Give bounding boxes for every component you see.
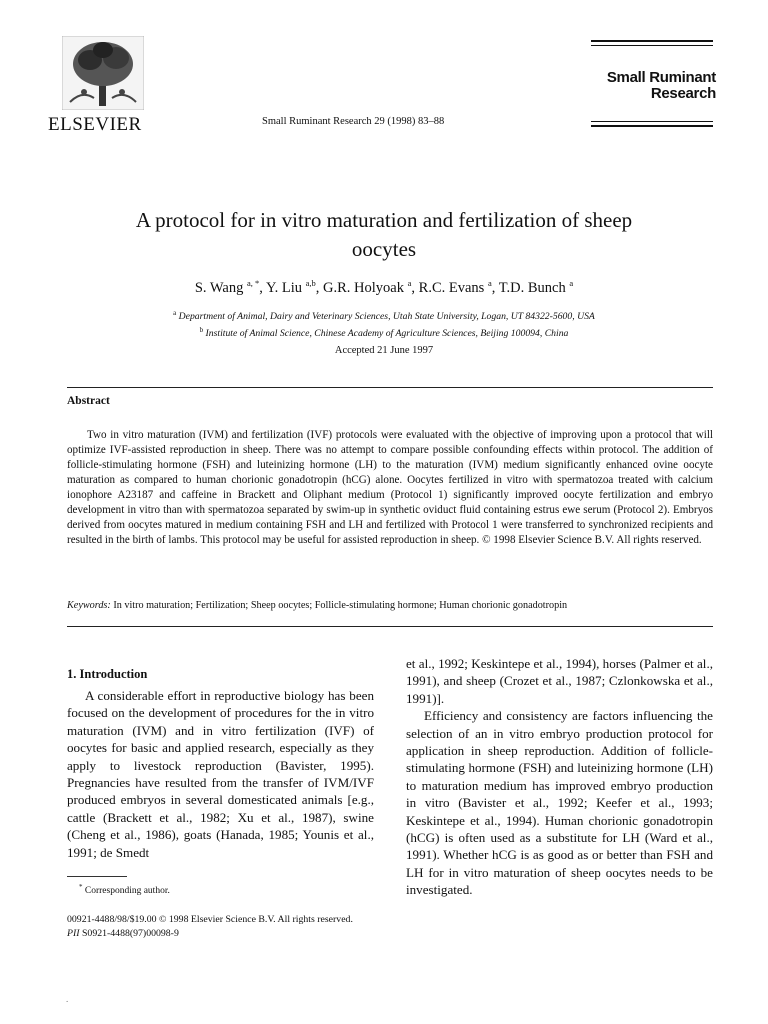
body-right-column bbox=[406, 655, 713, 899]
author-affil-mark: a bbox=[569, 278, 574, 288]
affiliation-mark: b bbox=[199, 325, 204, 334]
article-title bbox=[60, 206, 708, 264]
journal-citation: Small Ruminant Research 29 (1998) 83–88 bbox=[262, 116, 445, 127]
accepted-date: Accepted 21 June 1997 bbox=[334, 345, 434, 356]
author-name: S. Wang bbox=[194, 279, 244, 296]
journal-rule-bottom-thin bbox=[591, 121, 713, 122]
pii-line bbox=[67, 927, 353, 941]
title-line-2: oocytes bbox=[351, 237, 417, 261]
author-name: Y. Liu bbox=[266, 279, 302, 296]
affiliation-text: Department of Animal, Dairy and Veterinary Sciences, Utah State University, Logan, UT 84322-5600, USA bbox=[178, 311, 595, 323]
affiliation-mark: a bbox=[173, 309, 177, 317]
publisher-logo bbox=[48, 36, 158, 135]
section-heading-introduction: 1. Introduction bbox=[67, 667, 148, 681]
body-paragraph: A considerable effort in reproductive biology has been focused on the development of procedures for the in vitro maturation (IVM) and in vitro fertilization (IVF) of oocytes for basic and applied research, especially as they apply to livestock reproduction (Bavister, 1995). Pregnancies have resulted from the transfer of IVM/IVF produced embryos in several domesticated animals [e.g., cattle (Brackett et al., 1982; Xu et al., 1987), swine (Cheng et al., 1986), goats (Hanada, 1985; Younis et al., 1991; de Smedt bbox=[67, 688, 374, 860]
copyright-block bbox=[67, 913, 353, 940]
author-affil-mark: a, * bbox=[247, 278, 260, 288]
footnote-rule bbox=[67, 876, 127, 877]
body-paragraph: et al., 1992; Keskintepe et al., 1994), horses (Palmer et al., 1991), and sheep (Crozet et al., 1987; Czlonkowska et al., 1991)]. bbox=[406, 656, 713, 706]
author-affil-mark: a bbox=[407, 278, 412, 288]
elsevier-tree-icon bbox=[62, 36, 144, 110]
author-name: R.C. Evans bbox=[418, 279, 485, 296]
footnote bbox=[79, 883, 170, 896]
affiliation-a bbox=[60, 307, 708, 324]
affiliation-text: Institute of Animal Science, Chinese Academy of Agriculture Sciences, Beijing 100094, China bbox=[205, 327, 569, 339]
journal-name-line1: Small Ruminant bbox=[606, 69, 716, 86]
keywords-list: In vitro maturation; Fertilization; Sheep oocytes; Follicle-stimulating hormone; Human chorionic gonadotropin bbox=[113, 600, 568, 611]
author-name: G.R. Holyoak bbox=[323, 279, 404, 296]
publisher-name: ELSEVIER bbox=[48, 114, 142, 135]
title-line-1: A protocol for in vitro maturation and fertilization of sheep bbox=[135, 208, 633, 232]
journal-rule-top-thin bbox=[591, 45, 713, 46]
pii-label: PII bbox=[67, 927, 80, 939]
footnote-mark: * bbox=[79, 883, 83, 891]
page-mark: . bbox=[66, 994, 69, 1004]
journal-rule-bottom bbox=[591, 125, 713, 127]
affiliations bbox=[60, 307, 708, 340]
abstract-bottom-rule bbox=[67, 626, 713, 627]
body-paragraph: Efficiency and consistency are factors influencing the selection of an in vitro embryo production protocol for application in sheep reproduction. Addition of follicle-stimulating hormone (FSH) and luteinizing hormone (LH) to maturation medium has improved embryo production in vitro (Bavister et al., 1992; Keefer et al., 1993; Keskintepe et al., 1994). Human chorionic gonadotropin (hCG) is often used as a substitute for LH (Ward et al., 1991). Whether hCG is as good as or better than FSH and LH for in vitro maturation of sheep oocytes needs to be investigated. bbox=[406, 708, 713, 898]
abstract-text: Two in vitro maturation (IVM) and fertilization (IVF) protocols were evaluated with the objective of improving upon a protocol that will optimize IVF-assisted reproduction in sheep. There was no attempt to compare possible confounding effects within protocol. The addition of follicle-stimulating hormone (FSH) and luteinizing hormone (LH) to the maturation (IVM) medium significantly enhanced ovine oocyte maturation as compared to human chorionic gonadotropin (hCG) alone. Oocytes fertilized in vitro with spermatozoa treated with calcium ionophore A23187 and caffeine in Brackett and Oliphant medium (Protocol 1) significantly improved oocyte fertilization and embryo development in vitro than with spermatozoa separated by swim-up in synthetic oviduct fluid containing estrus ewe serum (Protocol 2). Embryos derived from oocytes matured in medium containing FSH and LH and fertilized with Protocol 1 were transferred to synchronized recipients and resulted in the birth of lambs. This protocol may be useful for assisted reproduction in sheep. © 1998 Elsevier Science B.V. All rights reserved. bbox=[67, 429, 713, 546]
journal-name-line2: Research bbox=[650, 85, 716, 102]
author-list: S. Wang $^{a, *}$, Y. Liu $^{a,b}$, G.R. Holyoak $^a$, R.C. Evans $^a$, T.D. Bunch $^a$ bbox=[194, 278, 574, 296]
copyright-line: 00921-4488/98/$19.00 © 1998 Elsevier Science B.V. All rights reserved. bbox=[67, 914, 353, 925]
pii-value: S0921-4488(97)00098-9 bbox=[81, 927, 179, 939]
author-affil-mark: a,b bbox=[305, 278, 316, 288]
abstract-heading: Abstract bbox=[67, 395, 110, 407]
body-left-column bbox=[67, 666, 374, 861]
footnote-text: Corresponding author. bbox=[84, 886, 170, 897]
affiliation-b bbox=[60, 324, 708, 341]
abstract-top-rule bbox=[67, 387, 713, 388]
journal-rule-top bbox=[591, 40, 713, 42]
author-affil-mark: a bbox=[487, 278, 492, 288]
author-name: T.D. Bunch bbox=[498, 279, 566, 296]
keywords bbox=[67, 600, 713, 611]
journal-name bbox=[591, 70, 716, 102]
keywords-label: Keywords: bbox=[67, 600, 111, 611]
